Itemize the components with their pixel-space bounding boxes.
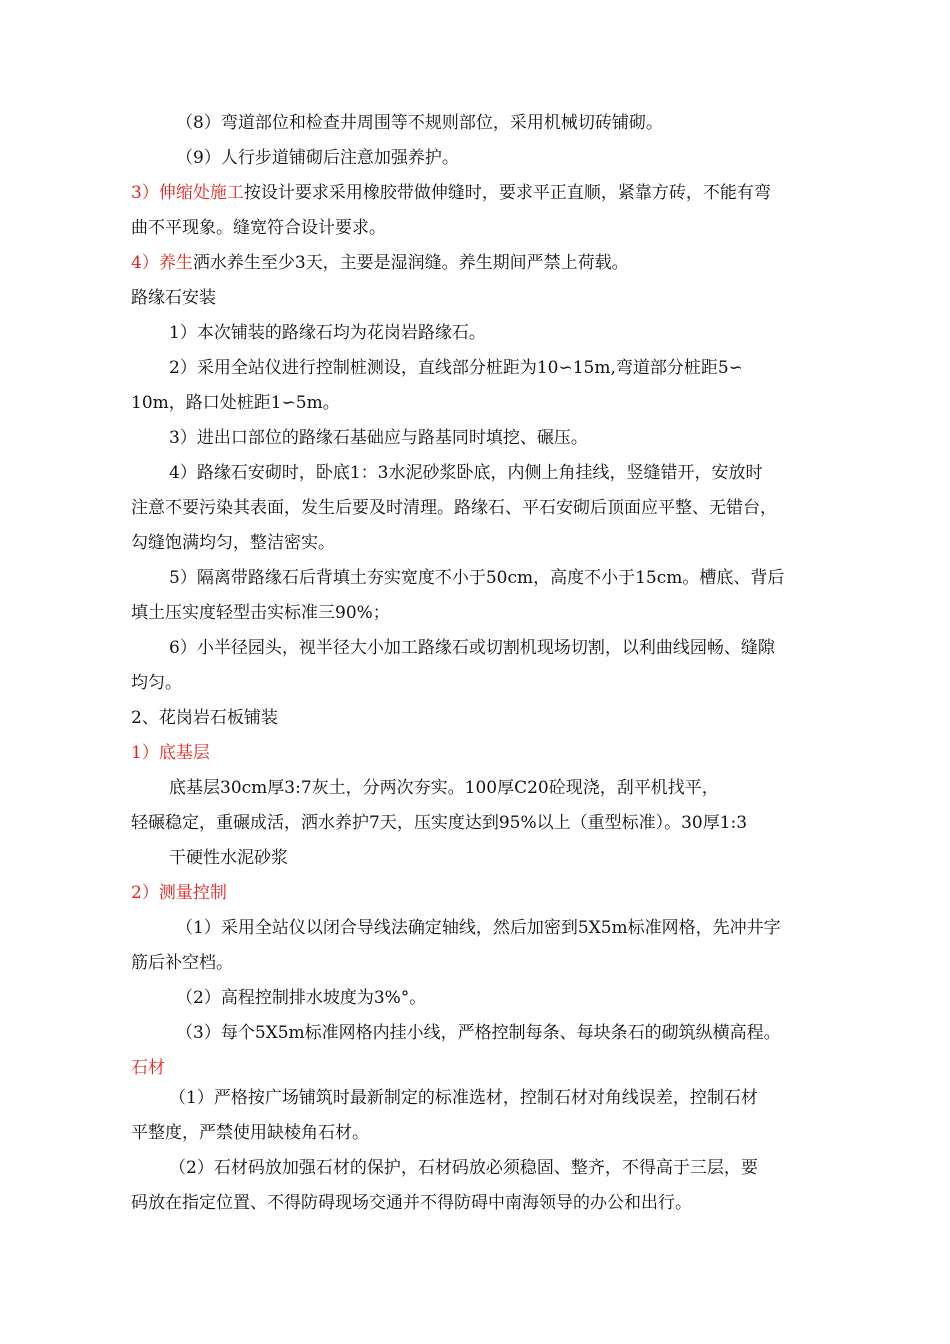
- text-line: 6）小半径园头，视半径大小加工路缘石或切割机现场切割，以利曲线园畅、缝隙: [169, 638, 775, 658]
- text-line: 2）采用全站仪进行控制桩测设，直线部分桩距为10∽15m,弯道部分桩距5∽: [169, 358, 743, 378]
- text-line: 平整度，严禁使用缺棱角石材。: [131, 1123, 369, 1143]
- text-line: 3）进出口部位的路缘石基础应与路基同时填挖、碾压。: [169, 428, 588, 448]
- text-line: 底基层30cm厚3:7灰土，分两次夯实。100厚C20砼现浇，刮平机找平，: [169, 778, 719, 798]
- text-line: （1）严格按广场铺筑时最新制定的标准选材，控制石材对角线误差，控制石材: [169, 1088, 758, 1108]
- text-line: 干硬性水泥砂浆: [169, 848, 288, 868]
- section-heading: 4）养生: [131, 253, 193, 273]
- text-line: [131, 741, 210, 765]
- text-line: （2）石材码放加强石材的保护，石材码放必须稳固、整齐，不得高于三层，要: [169, 1158, 758, 1178]
- text-line: 3）伸缩处施工按设计要求采用橡胶带做伸缝时，要求平正直顺，紧靠方砖，不能有弯: [131, 183, 771, 203]
- text-line: 勾缝饱满均匀，整洁密实。: [131, 533, 335, 553]
- section-heading: 石材: [131, 1058, 165, 1078]
- section-heading: 3）伸缩处施工: [131, 183, 244, 203]
- text-line: 4）养生洒水养生至少3天，主要是湿润缝。养生期间严禁上荷载。: [131, 253, 629, 273]
- text-line: 注意不要污染其表面，发生后要及时清理。路缘石、平石安砌后顶面应平整、无错台，: [131, 498, 777, 518]
- text-line: 轻碾稳定，重碾成活，洒水养护7天，压实度达到95%以上（重型标准）。30厚1:3: [131, 813, 748, 833]
- text-line: 筋后补空档。: [131, 953, 233, 973]
- text-line: 5）隔离带路缘石后背填土夯实宽度不小于50cm，高度不小于15cm。槽底、背后: [169, 568, 785, 588]
- text-line: （9）人行步道铺砌后注意加强养护。: [176, 148, 459, 168]
- text-line: 曲不平现象。缝宽符合设计要求。: [131, 218, 386, 238]
- text-line: 1）本次铺装的路缘石均为花岗岩路缘石。: [169, 323, 486, 343]
- section-heading: 2）测量控制: [131, 883, 227, 903]
- text-line: 填土压实度轻型击实标准三90%；: [131, 603, 390, 623]
- text-line: 均匀。: [131, 673, 182, 693]
- text-line: （8）弯道部位和检查井周围等不规则部位，采用机械切砖铺砌。: [176, 113, 663, 133]
- text-line: 码放在指定位置、不得防碍现场交通并不得防碍中南海领导的办公和出行。: [131, 1193, 692, 1213]
- section-heading: 1）底基层: [131, 743, 210, 763]
- text-line: 10m，路口处桩距1∽5m。: [131, 393, 340, 413]
- text-line: （2）高程控制排水坡度为3%°。: [176, 988, 427, 1008]
- text-line: （1）采用全站仪以闭合导线法确定轴线，然后加密到5X5m标准网格，先冲井字: [176, 918, 781, 938]
- text-line: [131, 1056, 165, 1080]
- text-line: 路缘石安装: [131, 288, 216, 308]
- text-line: 2、花岗岩石板铺装: [131, 708, 278, 728]
- text-line: （3）每个5X5m标准网格内挂小线，严格控制每条、每块条石的砌筑纵横高程。: [176, 1023, 781, 1043]
- text-line: [131, 881, 227, 905]
- text-line: 4）路缘石安砌时，卧底1：3水泥砂浆卧底，内侧上角挂线，竖缝错开，安放时: [169, 463, 763, 483]
